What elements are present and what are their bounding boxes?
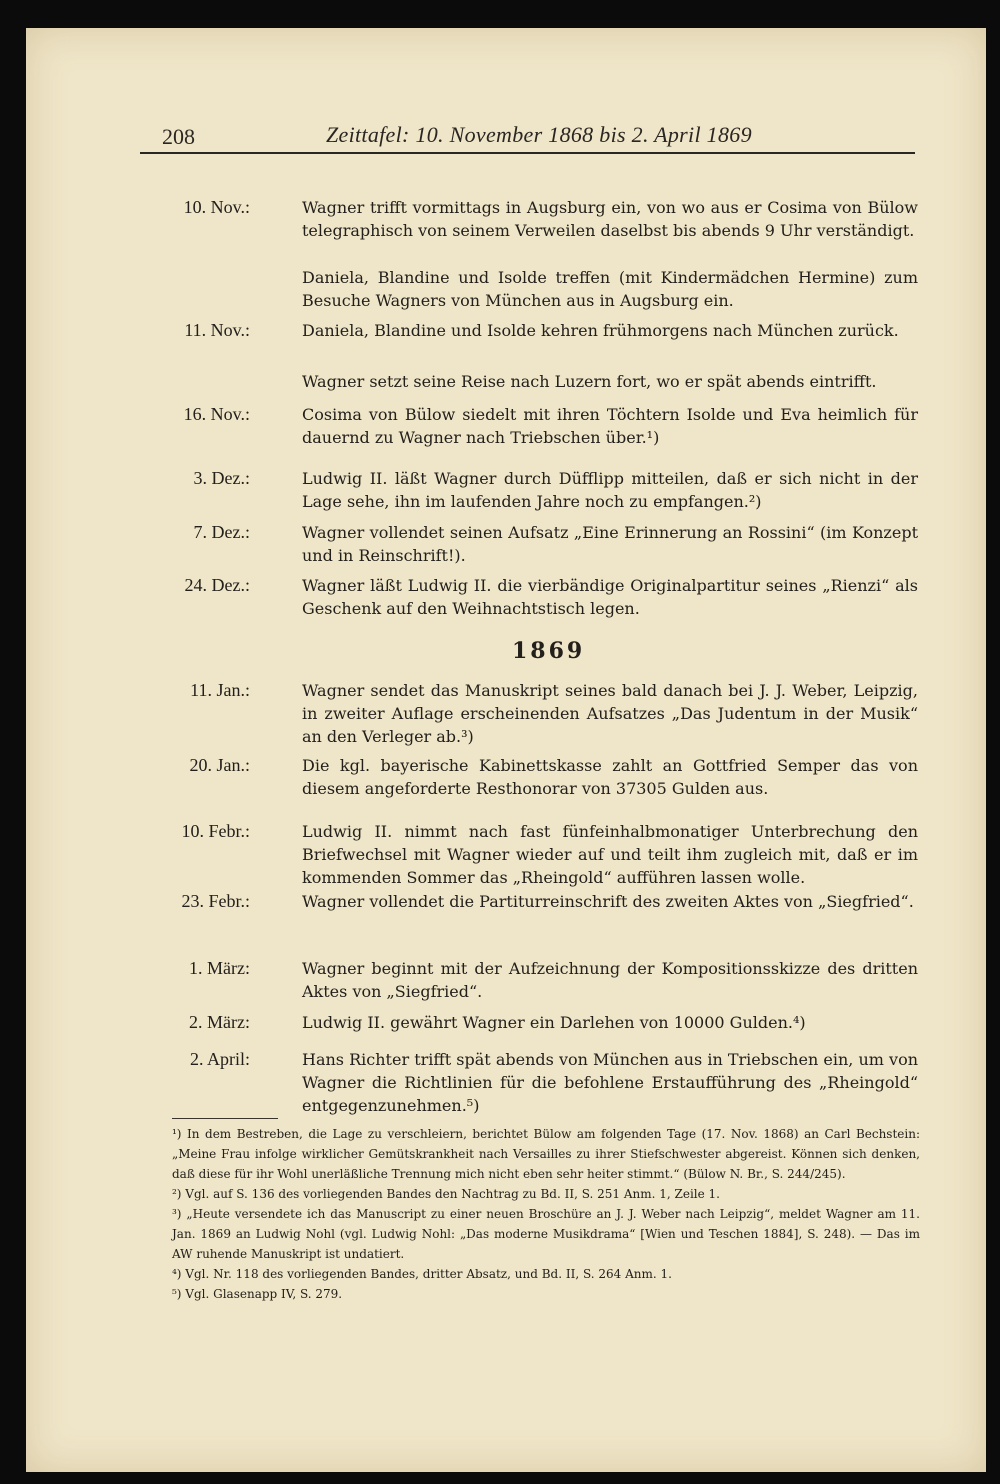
entry-text: Wagner sendet das Manuskript seines bald danach bei J. J. Weber, Leipzig, in zweiter Auflage erscheinenden Aufsatzes „Das Judentum in der Musik“ an den Verleger ab.³) [302,681,918,746]
entry-text: Ludwig II. gewährt Wagner ein Darlehen von 10000 Gulden.⁴) [302,1013,806,1032]
entry-date: 1. März: [189,958,250,978]
footnote: ²) Vgl. auf S. 136 des vorliegenden Bandes den Nachtrag zu Bd. II, S. 251 Anm. 1, Zeile 1. [172,1187,720,1201]
entry-text: Daniela, Blandine und Isolde treffen (mit Kindermädchen Hermine) zum Besuche Wagners von München aus in Augsburg ein. [302,268,918,310]
entry-text: Wagner beginnt mit der Aufzeichnung der Kompositionsskizze des dritten Aktes von „Siegfried“. [302,959,918,1001]
footnote: ⁵) Vgl. Glasenapp IV, S. 279. [172,1287,343,1301]
entry-text: Wagner läßt Ludwig II. die vierbändige Originalpartitur seines „Rienzi“ als Geschenk auf den Weihnachtstisch legen. [302,576,918,618]
entry-text: Wagner trifft vormittags in Augsburg ein, von wo aus er Cosima von Bülow telegraphisch von seinem Verweilen daselbst bis abends 9 Uhr verständigt. [302,198,918,240]
entry-text: Ludwig II. nimmt nach fast fünfeinhalbmonatiger Unterbrechung den Briefwechsel mit Wagner wieder auf und teilt ihm zugleich mit, daß er im kommenden Sommer das „Rheingold“ aufführen lassen wolle. [302,822,918,887]
entry-text: Die kgl. bayerische Kabinettskasse zahlt an Gottfried Semper das von diesem angeforderte Resthonorar von 37305 Gulden aus. [302,756,918,798]
footnote: ⁴) Vgl. Nr. 118 des vorliegenden Bandes, dritter Absatz, und Bd. II, S. 264 Anm. 1. [172,1267,672,1281]
entry-date: 3. Dez.: [193,468,250,488]
entry-date: 2. März: [189,1012,250,1032]
year-heading: 1869 [512,638,586,664]
footnote: ³) „Heute versendete ich das Manuscript zu einer neuen Broschüre an J. J. Weber nach Leipzig“, meldet Wagner am 11. Jan. 1869 an Ludwig Nohl (vgl. Ludwig Nohl: „Das moderne Musikdrama“ [Wien und Teschen 1884], S. 248). — Das im AW ruhende Manuskript ist undatiert. [172,1207,920,1261]
page-header [140,98,915,154]
entry-date: 20. Jan.: [189,755,250,775]
entry-date: 24. Dez.: [184,575,250,595]
page-number: 208 [162,124,195,149]
footnotes [172,1124,920,1304]
footnote: ¹) In dem Bestreben, die Lage zu verschleiern, berichtet Bülow am folgenden Tage (17. Nov. 1868) an Carl Bechstein: „Meine Frau infolge wirklicher Gemütskrankheit nach Versailles zu ihrer Stiefschwester abgereist. Können sich denken, daß diese für ihr Wohl unerläßliche Trennung mich nicht eben sehr heiter stimmt.“ (Bülow N. Br., S. 244/245). [172,1127,920,1181]
entry-date: 23. Febr.: [181,891,250,911]
entry-date: 7. Dez.: [193,522,250,542]
entry-date: 10. Febr.: [181,821,250,841]
entry-text: Hans Richter trifft spät abends von München aus in Triebschen ein, um von Wagner die Richtlinien für die befohlene Erstaufführung des „Rheingold“ entgegenzunehmen.⁵) [302,1050,918,1115]
entry-date: 2. April: [189,1049,250,1069]
entry-text: Daniela, Blandine und Isolde kehren frühmorgens nach München zurück. [302,321,899,340]
entry-date: 11. Nov.: [184,320,250,340]
entry-date: 11. Jan.: [190,680,250,700]
entry-text: Ludwig II. läßt Wagner durch Düfflipp mitteilen, daß er sich nicht in der Lage sehe, ihn im laufenden Jahre noch zu empfangen.²) [302,469,918,511]
entry-date: 10. Nov.: [183,197,250,217]
entry-text: Cosima von Bülow siedelt mit ihren Töchtern Isolde und Eva heimlich für dauernd zu Wagner nach Triebschen über.¹) [302,405,918,447]
entry-text: Wagner vollendet seinen Aufsatz „Eine Erinnerung an Rossini“ (im Konzept und in Reinschrift!). [302,523,918,565]
footnote-rule [172,1118,278,1119]
entry-text: Wagner setzt seine Reise nach Luzern fort, wo er spät abends eintrifft. [302,372,877,391]
entry-text: Wagner vollendet die Partiturreinschrift des zweiten Aktes von „Siegfried“. [302,892,914,911]
running-head: Zeittafel: 10. November 1868 bis 2. April 1869 [326,122,752,147]
entry-date: 16. Nov.: [183,404,250,424]
